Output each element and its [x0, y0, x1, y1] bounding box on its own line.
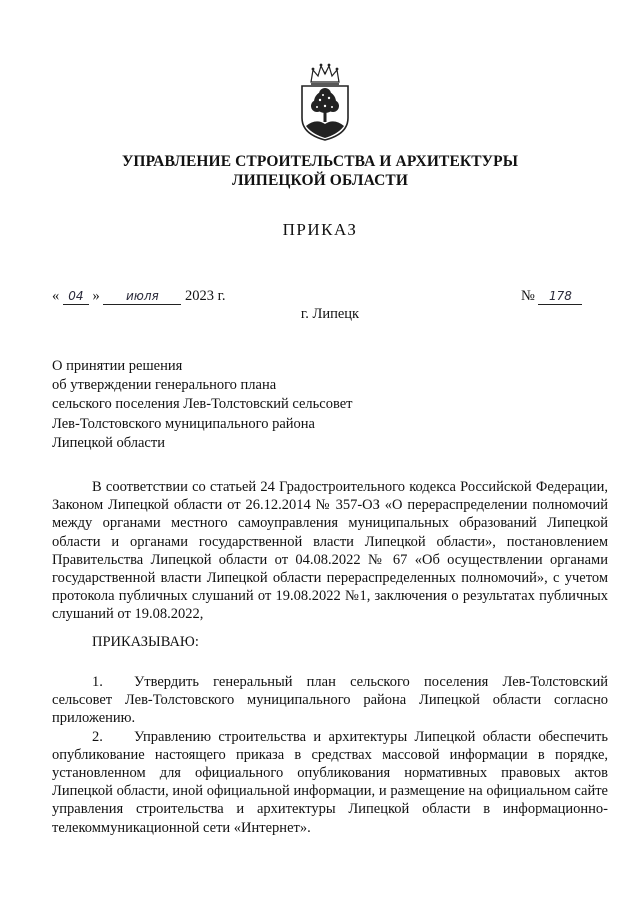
- item-text: Утвердить генеральный план сельского поселения Лев-Толстовский сельсовет Лев-Толстовского муниципального района Липецкой области согласно приложению.: [52, 674, 608, 727]
- date-day: 04: [63, 289, 89, 305]
- preamble-text: В соответствии со статьей 24 Градостроительного кодекса Российской Федерации, Законом Липецкой области от 26.12.2014 № 357-ОЗ «О перераспределении полномочий между органами местного самоуправления муниципальных образований Липецкой области и органами государственной власти Липецкой области», постановлением Правительства Липецкой области от 04.08.2022 № 67 «Об осуществлении органами государственной власти Липецкой области перераспределенных полномочий», с учетом протокола публичных слушаний от 19.08.2022 №1, заключения о результатах публичных слушаний от 19.08.2022,: [52, 479, 608, 623]
- order-number: [521, 288, 582, 305]
- item-text: Управлению строительства и архитектуры Липецкой области обеспечить опубликование настоящего приказа в средствах массовой информации в порядке, установленном для официального опубликования нормативных правовых актов Липецкой области, иной официальной информации, и размещение на официальном сайте управления строительства и архитектуры Липецкой области в информационно-телекоммуникационной сети «Интернет».: [52, 728, 608, 836]
- date-close-quote: »: [92, 288, 100, 304]
- subject-line: Лев-Толстовского муниципального района: [52, 415, 315, 432]
- subject-line: сельского поселения Лев-Толстовский сельсовет: [52, 396, 353, 413]
- city-name: г. Липецк: [300, 306, 360, 322]
- subject-line: Липецкой области: [52, 434, 165, 451]
- date-open-quote: «: [52, 288, 60, 304]
- organization-name: [0, 152, 640, 190]
- lipetsk-coat-of-arms-icon: [298, 62, 352, 142]
- organization-line-1: УПРАВЛЕНИЕ СТРОИТЕЛЬСТВА И АРХИТЕКТУРЫ: [121, 153, 519, 170]
- order-subject: [52, 357, 353, 453]
- subject-line: об утверждении генерального плана: [52, 377, 277, 394]
- document-type-title: ПРИКАЗ: [282, 220, 358, 239]
- order-date: [52, 288, 226, 305]
- order-items: [52, 673, 608, 837]
- number-value: 178: [538, 289, 582, 305]
- order-word: ПРИКАЗЫВАЮ:: [92, 634, 199, 650]
- number-label: №: [521, 288, 535, 304]
- order-item: [52, 673, 608, 728]
- subject-line: О принятии решения: [52, 358, 183, 374]
- date-month: июля: [103, 289, 181, 305]
- date-year: 2023 г.: [185, 288, 226, 304]
- organization-line-2: ЛИПЕЦКОЙ ОБЛАСТИ: [232, 172, 408, 189]
- order-item: [52, 728, 608, 837]
- item-number: 1.: [92, 674, 103, 690]
- preamble-paragraph: [52, 478, 608, 624]
- item-number: 2.: [92, 728, 103, 745]
